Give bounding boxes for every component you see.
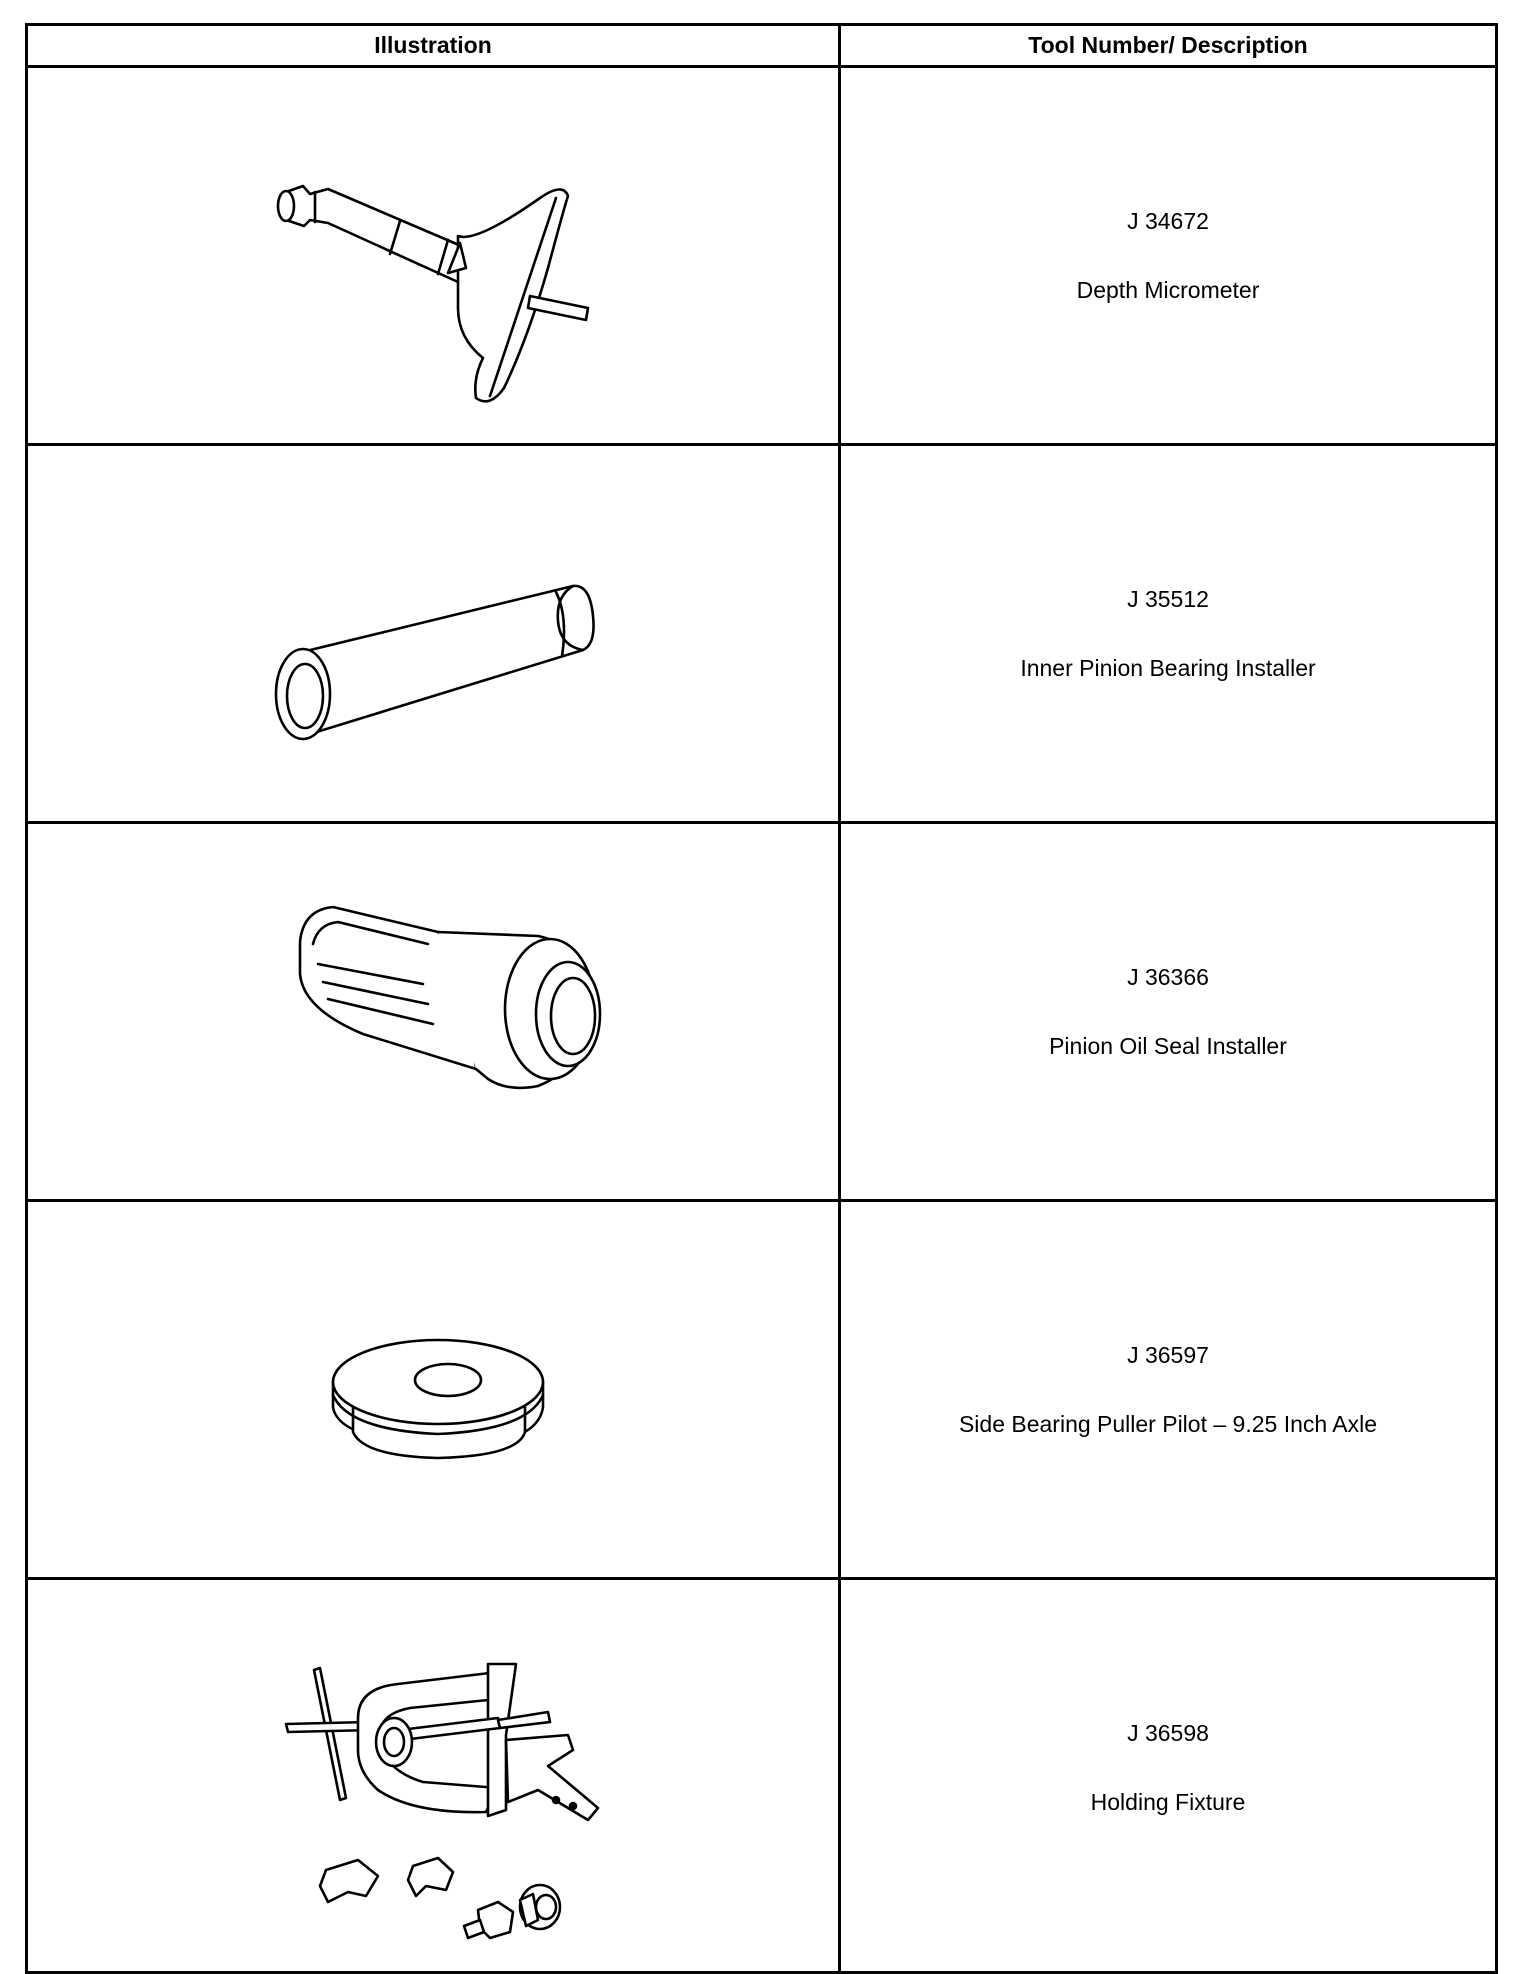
special-tools-table [25,23,1498,1974]
depth-micrometer-illustration [28,68,838,443]
tool-description: Holding Fixture [1090,1789,1246,1815]
tool-number: J 34672 [1127,208,1209,234]
table-row [28,68,1495,446]
table-row [28,446,1495,824]
holding-fixture-illustration [28,1580,838,1955]
header-tool-number-description: Tool Number/ Description [1028,32,1308,58]
tool-number: J 36597 [1127,1342,1209,1368]
tool-description: Depth Micrometer [1076,277,1260,303]
table-header-row [28,26,1495,68]
tool-number: J 36366 [1127,964,1209,990]
seal-installer-illustration [28,824,838,1199]
table-row [28,1580,1495,1958]
tool-description: Inner Pinion Bearing Installer [1020,655,1316,681]
tool-number: J 35512 [1127,586,1209,612]
tool-cell [841,1202,1495,1577]
bearing-installer-illustration [28,446,838,821]
tool-cell [841,1580,1495,1955]
header-illustration: Illustration [374,32,492,58]
table-row [28,824,1495,1202]
tool-description: Side Bearing Puller Pilot – 9.25 Inch Axle [958,1411,1378,1437]
puller-pilot-illustration [28,1202,838,1577]
tool-cell [841,446,1495,821]
table-row [28,1202,1495,1580]
tool-cell [841,824,1495,1199]
tool-number: J 36598 [1127,1720,1209,1746]
tool-cell [841,68,1495,443]
tool-description: Pinion Oil Seal Installer [1049,1033,1287,1059]
